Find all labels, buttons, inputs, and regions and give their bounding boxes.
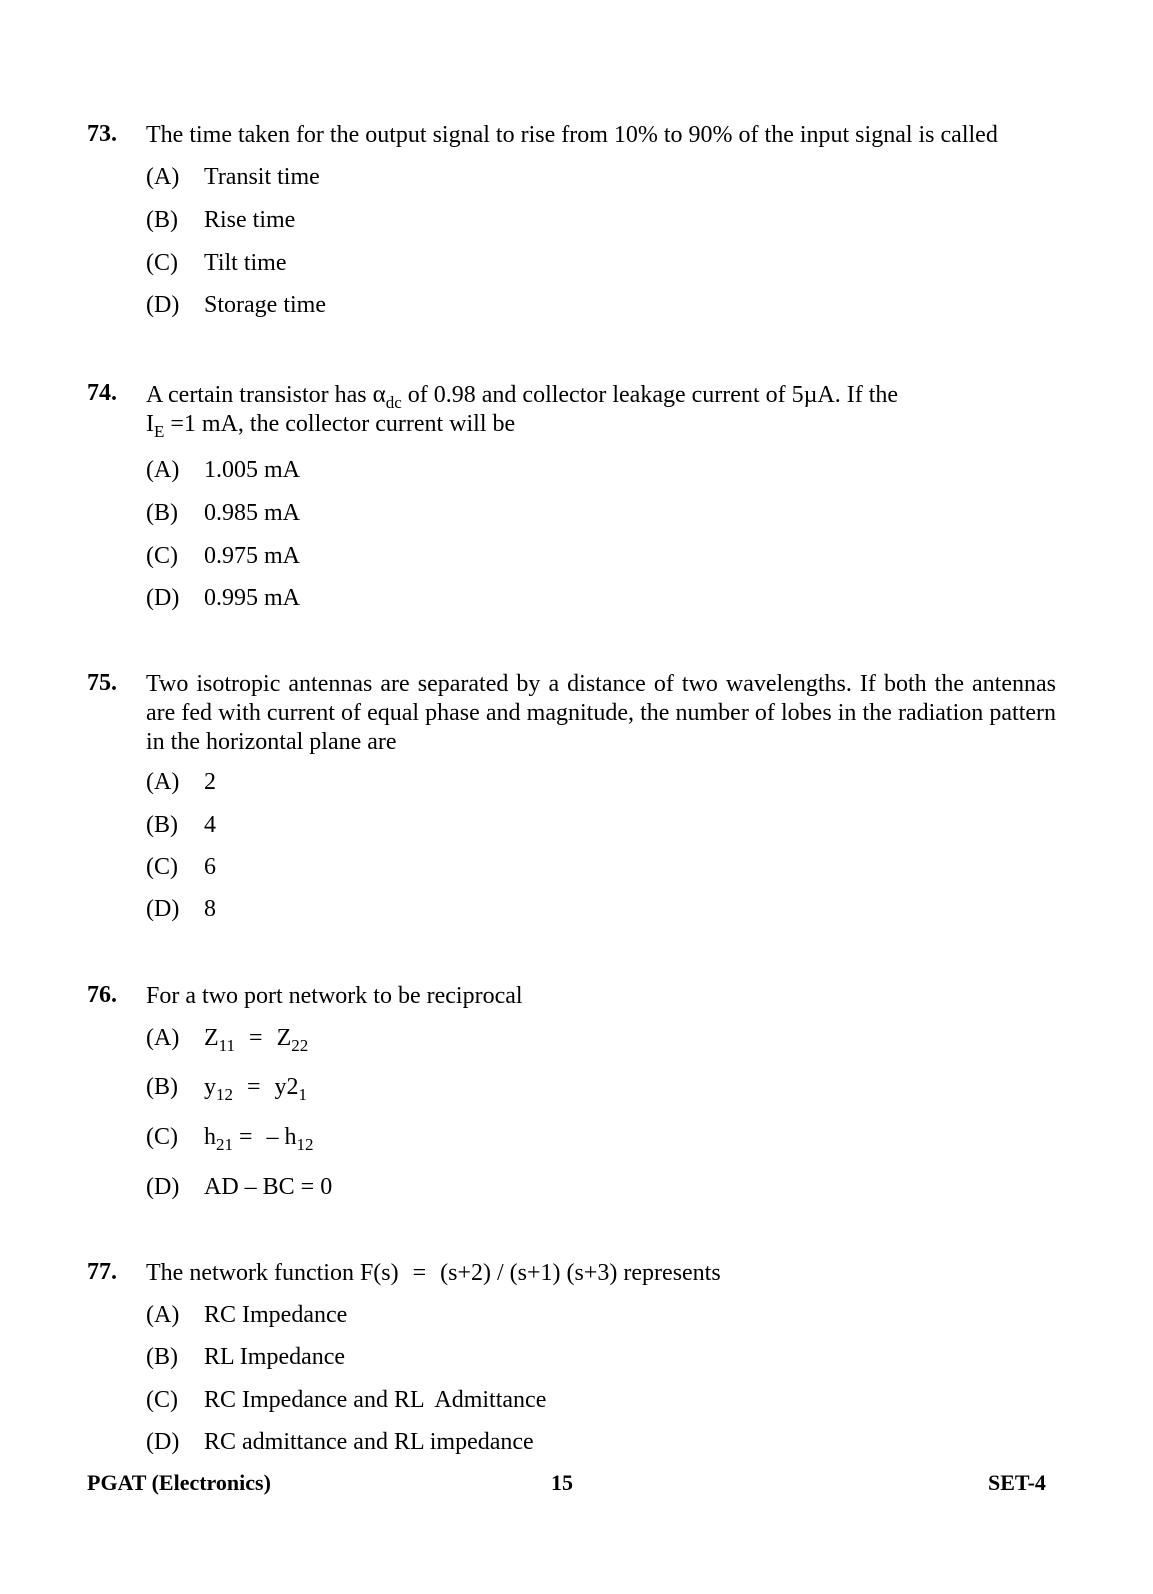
option-c: (C) 6 [146,854,216,880]
option-c: (C) Tilt time [146,250,287,276]
question-text: A certain transistor has $\alpha_{dc}$ of 0.98 and collector leakage current of 5µA. If the $I_E =1$ mA, the collector current will be [146,381,899,441]
question-number: 75. [87,670,117,696]
option-b: (B) $y_{12} = y2_1$ [146,1074,308,1104]
footer-page-number: 15 [551,1470,573,1495]
option-a: (A) 1.005 mA [146,457,300,483]
option-a: (A) $Z_{11} = Z_{22}$ [146,1025,309,1055]
question-text: The network function F(s) = (s+2) / (s+1) (s+3) represents [146,1260,721,1286]
option-c: (C) RC Impedance and RL Admittance [146,1387,547,1413]
option-b: (B) 0.985 mA [146,500,300,526]
option-d: (D) AD – BC = 0 [146,1174,333,1200]
option-c: (C) 0.975 mA [146,543,300,569]
option-a: (A) 2 [146,769,216,795]
option-a: (A) RC Impedance [146,1302,348,1328]
question-text: For a two port network to be reciprocal [146,983,523,1009]
option-d: (D) Storage time [146,292,326,318]
question-text: The time taken for the output signal to rise from 10% to 90% of the input signal is called [146,122,998,148]
question-number: 73. [87,121,117,147]
option-d: (D) 0.995 mA [146,585,300,611]
footer-exam-title: PGAT (Electronics) [87,1470,271,1495]
option-b: (B) RL Impedance [146,1344,346,1370]
option-a: (A) Transit time [146,164,320,190]
option-d: (D) RC admittance and RL impedance [146,1429,534,1455]
question-number: 77. [87,1259,117,1285]
option-c: (C) $h_{21}$ = – $h_{12}$ [146,1124,314,1154]
option-d: (D) 8 [146,896,216,922]
option-b: (B) Rise time [146,207,296,233]
footer-set-label: SET-4 [988,1470,1046,1495]
question-text: Two isotropic antennas are separated by a distance of two wavelengths. If both the antennas are fed with current of equal phase and magnitude, the number of lobes in the radiation pattern in the horizontal plane are [146,671,1056,755]
option-b: (B) 4 [146,812,216,838]
question-number: 74. [87,380,117,406]
question-number: 76. [87,982,117,1008]
